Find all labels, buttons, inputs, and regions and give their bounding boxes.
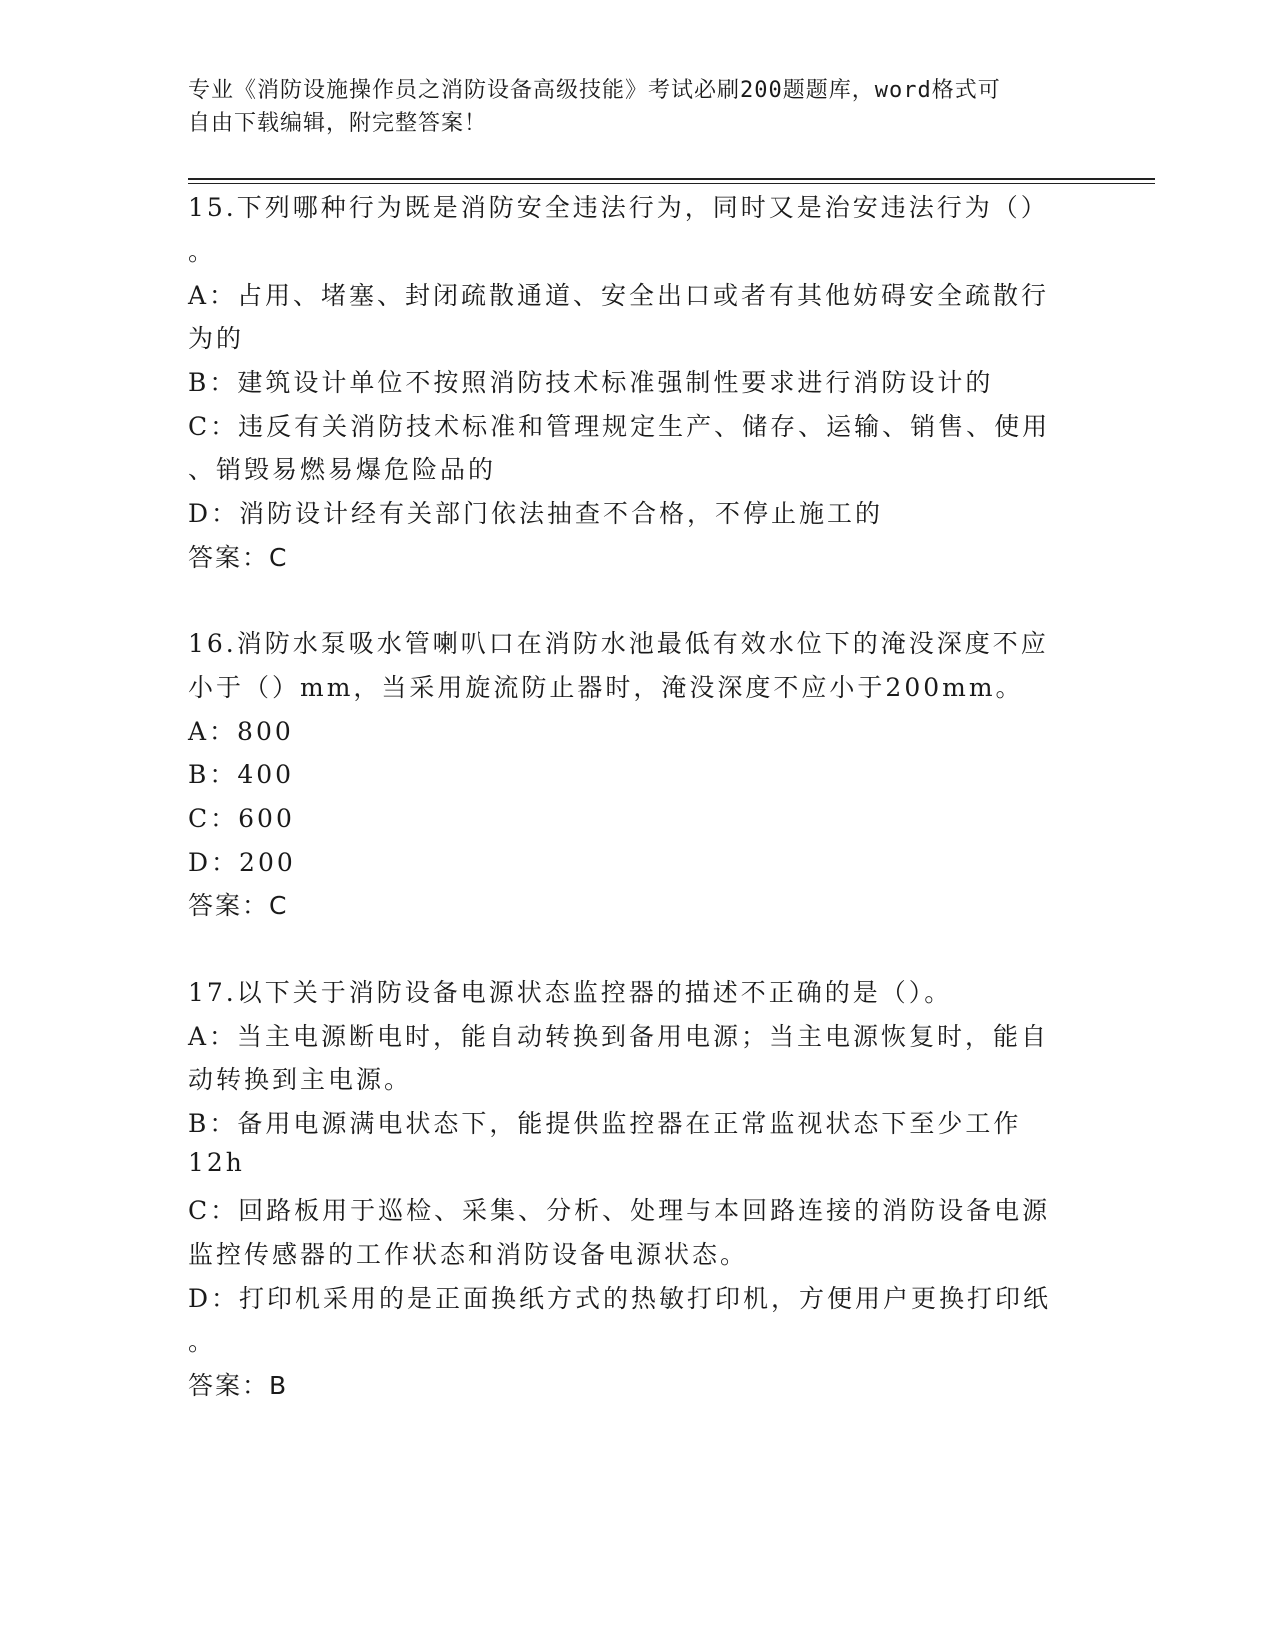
question-17-option-c-line-2: 监控传感器的工作状态和消防设备电源状态。 [188, 1240, 749, 1269]
question-15-option-a-line-1: A：占用、堵塞、封闭疏散通道、安全出口或者有其他妨碍安全疏散行 [188, 281, 1050, 310]
question-16-answer: 答案：C [188, 891, 289, 920]
question-17-option-d-line-1: D：打印机采用的是正面换纸方式的热敏打印机，方便用户更换打印纸 [188, 1284, 1052, 1313]
question-17-stem: 17.以下关于消防设备电源状态监控器的描述不正确的是（）。 [188, 978, 953, 1007]
question-16-option-c: C：600 [188, 804, 295, 833]
question-16-option-b: B：400 [188, 760, 295, 789]
question-17-option-a-line-2: 动转换到主电源。 [188, 1065, 413, 1094]
question-15-option-d: D：消防设计经有关部门依法抽查不合格，不停止施工的 [188, 499, 884, 528]
header-line-2: 自由下载编辑，附完整答案！ [188, 111, 488, 136]
document-header [188, 74, 1068, 140]
question-15-stem-line-2: 。 [188, 237, 217, 266]
question-17-option-b-line-2: 12h [188, 1148, 245, 1177]
question-15-option-b: B：建筑设计单位不按照消防技术标准强制性要求进行消防设计的 [188, 368, 994, 397]
header-line-1: 专业《消防设施操作员之消防设备高级技能》考试必刷200题题库，word格式可 [188, 78, 1001, 103]
question-15-option-c-line-1: C：违反有关消防技术标准和管理规定生产、储存、运输、销售、使用 [188, 412, 1051, 441]
question-17-answer: 答案：B [188, 1371, 289, 1400]
question-15-option-c-line-2: 、销毁易燃易爆危险品的 [188, 455, 497, 484]
question-15-stem-line-1: 15.下列哪种行为既是消防安全违法行为，同时又是治安违法行为（） [188, 193, 1049, 222]
question-15-answer: 答案：C [188, 543, 289, 572]
question-15-option-a-line-2: 为的 [188, 324, 245, 353]
question-17-option-a-line-1: A：当主电源断电时，能自动转换到备用电源；当主电源恢复时，能自 [188, 1022, 1050, 1051]
question-17-option-b-line-1: B：备用电源满电状态下，能提供监控器在正常监视状态下至少工作 [188, 1109, 1022, 1138]
question-16-option-d: D：200 [188, 848, 296, 877]
question-17-option-c-line-1: C：回路板用于巡检、采集、分析、处理与本回路连接的消防设备电源 [188, 1196, 1051, 1225]
question-17-option-d-line-2: 。 [188, 1327, 217, 1356]
header-divider [188, 178, 1155, 180]
question-16-stem-line-1: 16.消防水泵吸水管喇叭口在消防水池最低有效水位下的淹没深度不应 [188, 629, 1049, 658]
question-16-option-a: A：800 [188, 717, 294, 746]
header-divider-thin [188, 183, 1155, 184]
question-16-stem-line-2: 小于（）mm，当采用旋流防止器时，淹没深度不应小于200mm。 [188, 673, 1024, 702]
